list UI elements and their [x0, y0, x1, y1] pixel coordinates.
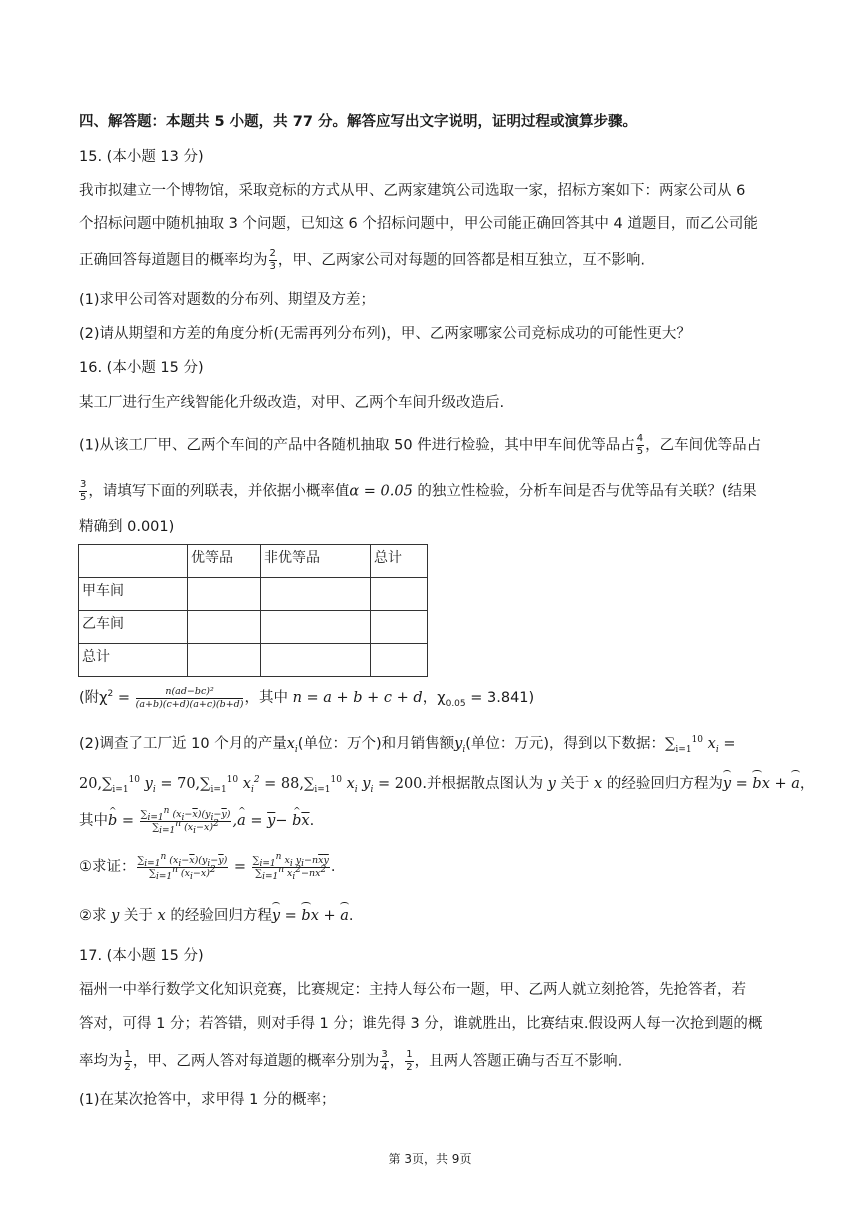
- q16-p2-b: (单位：万个)和月销售额: [297, 736, 455, 752]
- q15-fraction: [269, 249, 277, 272]
- q15-frac-den: 3: [269, 261, 276, 272]
- q17-frac-34-den: 4: [381, 1062, 388, 1073]
- chi-frac-num: n(ad−bc)²: [136, 687, 244, 699]
- q16-part2-line3: 其中^ b = $\frac{\sum_{i=1}^n (x_i-\overline{x})(y_i-\overline{y})}{\sum_{i=1}^n (x_i-\overline{x})^2}$ ,^ $a = \overline{y}-$ ^ $b\overline{x}$.: [79, 810, 314, 832]
- q16-frac2-den: 5: [80, 492, 87, 503]
- q16-p2-c: (单位：万元)，得到以下数据：: [465, 736, 666, 752]
- chi-square-formula: (附$\chi^2$ = $\frac{\text{n(ad−bc)²}}{(a+b)(c+d)(a+c)(b+d)}$ ，其中 n = a + b + c + d，$\chi_{0.05} = 3.841$): [79, 686, 535, 710]
- q15-part1: (1)求甲公司答对题数的分布列、期望及方差；: [79, 292, 376, 308]
- b-hat-fraction: $\frac{\sum_{i=1}^n (x_i-\overline{x})(y_i-\overline{y})}{\sum_{i=1}^n (x_i-\overline{x})^2}$: [140, 805, 231, 836]
- q16-sub2-before: ②求: [79, 908, 112, 924]
- formula-end: = 3.841): [465, 690, 535, 706]
- q17-frac-half-num: 1: [124, 1049, 131, 1060]
- q17-frac-12-num: 1: [406, 1049, 413, 1060]
- q16-p2-a: (2)调查了工厂近 10 个月的产量: [79, 736, 287, 752]
- table-header-cell: 非优等品: [261, 545, 371, 578]
- table-row-label: 甲车间: [79, 578, 188, 611]
- table-cell: [371, 578, 428, 611]
- q16-frac1-den: 5: [636, 446, 644, 457]
- q16-intro: 某工厂进行生产线智能化升级改造，对甲、乙两个车间升级改造后.: [79, 395, 505, 411]
- q15-line3-text: 正确回答每道题目的概率均为: [79, 252, 268, 269]
- formula-chi: ，χ: [422, 690, 446, 706]
- table-header-cell: [79, 545, 188, 578]
- q15-frac-num: 2: [269, 248, 276, 259]
- table-row-label: 乙车间: [79, 611, 188, 644]
- q15-line3: [79, 249, 645, 272]
- q16-p2-j: 其中: [79, 813, 108, 829]
- q16-sub2-mid1: 关于: [119, 908, 158, 924]
- proof-rhs-fraction: $\frac{\sum_{i=1}^n x_i y_i-n\overline{x}\overline{y}}{\sum_{i=1}^n x_i^2-n\overline{x}^2}$: [252, 851, 329, 882]
- page-footer: 第 3页，共 9页: [388, 1152, 472, 1166]
- q17-fraction-half: [124, 1050, 132, 1073]
- q16-part1-line1: [79, 434, 761, 457]
- q15-header: 15. (本小题 13 分): [79, 149, 204, 165]
- q16-frac1-num: 4: [636, 433, 644, 444]
- q16-fraction-1: [636, 434, 644, 457]
- q17-line3-a: 率均为: [79, 1053, 123, 1070]
- q16-p1-text-a: (1)从该工厂甲、乙两个车间的产品中各随机抽取 50 件进行检验，其中甲车间优等品占: [79, 437, 635, 454]
- table-row: [79, 611, 428, 644]
- q16-p2-h: 关于: [555, 776, 595, 792]
- section-heading: 四、解答题：本题共 5 小题，共 77 分。解答应写出文字说明，证明过程或演算步骤。: [79, 114, 637, 130]
- q17-frac-12-den: 2: [406, 1062, 413, 1073]
- table-cell: [371, 644, 428, 677]
- chi-frac-den: (a+b)(c+d)(a+c)(b+d): [135, 698, 244, 710]
- q17-frac-half-den: 2: [124, 1062, 131, 1073]
- q17-part1: (1)在某次抢答中，求甲得 1 分的概率；: [79, 1092, 336, 1108]
- q17-header: 17. (本小题 15 分): [79, 948, 204, 964]
- q16-alpha: α = 0.05: [349, 483, 413, 500]
- q17-line3-d: ，且两人答题正确与否互不影响.: [414, 1053, 623, 1070]
- q17-fraction-1-2: [405, 1050, 413, 1073]
- q16-p2-e: = 70,: [160, 776, 201, 792]
- q16-p2-i: 的经验回归方程为: [602, 776, 723, 792]
- q17-frac-34-num: 3: [381, 1049, 388, 1060]
- formula-chi-sub: 0.05: [445, 698, 466, 709]
- q16-p2-d: 20,: [79, 776, 103, 792]
- proof-lhs-fraction: $\frac{\sum_{i=1}^n (x_i-\overline{x})(y_i-\overline{y})}{\sum_{i=1}^n (x_i-\overline{x})^2}$: [137, 851, 228, 882]
- chi-fraction: [136, 687, 244, 709]
- q16-p2-g: = 200.并根据散点图认为: [377, 776, 548, 792]
- table-cell: [261, 611, 371, 644]
- table-row: [79, 644, 428, 677]
- table-cell: [188, 644, 261, 677]
- q16-part2-line2: $20,\sum_{i=1}^{10}$ $y_i = 70,\sum_{i=1}^{10}$ $x_i^2 = 88,\sum_{i=1}^{10}$ $x_i$ $y_i = 200$.并根据散点图认为 y 关于 x 的经验回归方程为y = bx + a，: [79, 775, 815, 795]
- q16-p2-f: = 88,: [264, 776, 304, 792]
- contingency-table: [78, 544, 428, 677]
- q15-line3-after: ，甲、乙两家公司对每题的回答都是相互独立，互不影响.: [277, 252, 645, 269]
- q16-sub1: ①求证： $\frac{\sum_{i=1}^n (x_i-\overline{x})(y_i-\overline{y})}{\sum_{i=1}^n (x_i-\overline{x})^2}$ = $\frac{\sum_{i=1}^n x_i y_i-n\overline{x}\overline{y}}{\sum_{i=1}^n x_i^2-n\overline{x}^2}$ .: [79, 851, 336, 882]
- table-cell: [371, 611, 428, 644]
- q16-header: 16. (本小题 15 分): [79, 360, 204, 376]
- q17-line3: [79, 1050, 622, 1073]
- q15-part2: (2)请从期望和方差的角度分析(无需再列分布列)，甲、乙两家哪家公司竞标成功的可能性更大？: [79, 326, 691, 342]
- q16-part1-line3: 精确到 0.001): [79, 519, 175, 535]
- q16-sub1-label: ①求证：: [79, 859, 136, 875]
- q16-part2-line1: (2)调查了工厂近 10 个月的产量$x_i$(单位：万个)和月销售额$y_i$(单位：万元)，得到以下数据：$\sum_{i=1}^{10}$ $x_i$ =: [79, 735, 736, 755]
- table-cell: [261, 644, 371, 677]
- table-header-row: [79, 545, 428, 578]
- q15-line2: 个招标问题中随机抽取 3 个问题，已知这 6 个招标问题中，甲公司能正确回答其中 4 道题目，而乙公司能: [79, 216, 758, 232]
- formula-prefix: (附χ: [79, 690, 108, 706]
- q16-fraction-2: [79, 480, 87, 503]
- formula-n: n = a + b + c + d: [292, 690, 423, 706]
- table-row: [79, 578, 428, 611]
- q17-line2: 答对，可得 1 分；若答错，则对手得 1 分；谁先得 3 分，谁就胜出，比赛结束.假设两人每一次抢到题的概: [79, 1016, 763, 1032]
- table-header-cell: 总计: [371, 545, 428, 578]
- q15-line1: 我市拟建立一个博物馆，采取竞标的方式从甲、乙两家建筑公司选取一家，招标方案如下：两家公司从 6: [79, 183, 746, 199]
- q16-p1-text-d: 的独立性检验，分析车间是否与优等品有关联？(结果: [412, 483, 757, 500]
- q17-line3-c: ，: [389, 1053, 405, 1070]
- q17-line3-b: ，甲、乙两人答对每道题的概率分别为: [132, 1053, 380, 1070]
- q16-sub2-mid2: 的经验回归方程: [165, 908, 272, 924]
- table-row-label: 总计: [79, 644, 188, 677]
- table-cell: [188, 578, 261, 611]
- q16-part1-line2: [79, 480, 757, 503]
- table-header-cell: 优等品: [188, 545, 261, 578]
- q16-sub2: ②求 y 关于 x 的经验回归方程y = bx + a.: [79, 908, 354, 924]
- q16-p1-text-c: ，请填写下面的列联表，并依据小概率值: [88, 483, 350, 500]
- q17-line1: 福州一中举行数学文化知识竞赛，比赛规定：主持人每公布一题，甲、乙两人就立刻抢答，先抢答者，若: [79, 982, 746, 998]
- table-cell: [261, 578, 371, 611]
- formula-mid: ，其中: [244, 690, 293, 706]
- table-cell: [188, 611, 261, 644]
- q17-fraction-3-4: [380, 1050, 388, 1073]
- q16-p1-text-b: ，乙车间优等品占: [645, 437, 762, 454]
- q16-frac2-num: 3: [80, 479, 87, 490]
